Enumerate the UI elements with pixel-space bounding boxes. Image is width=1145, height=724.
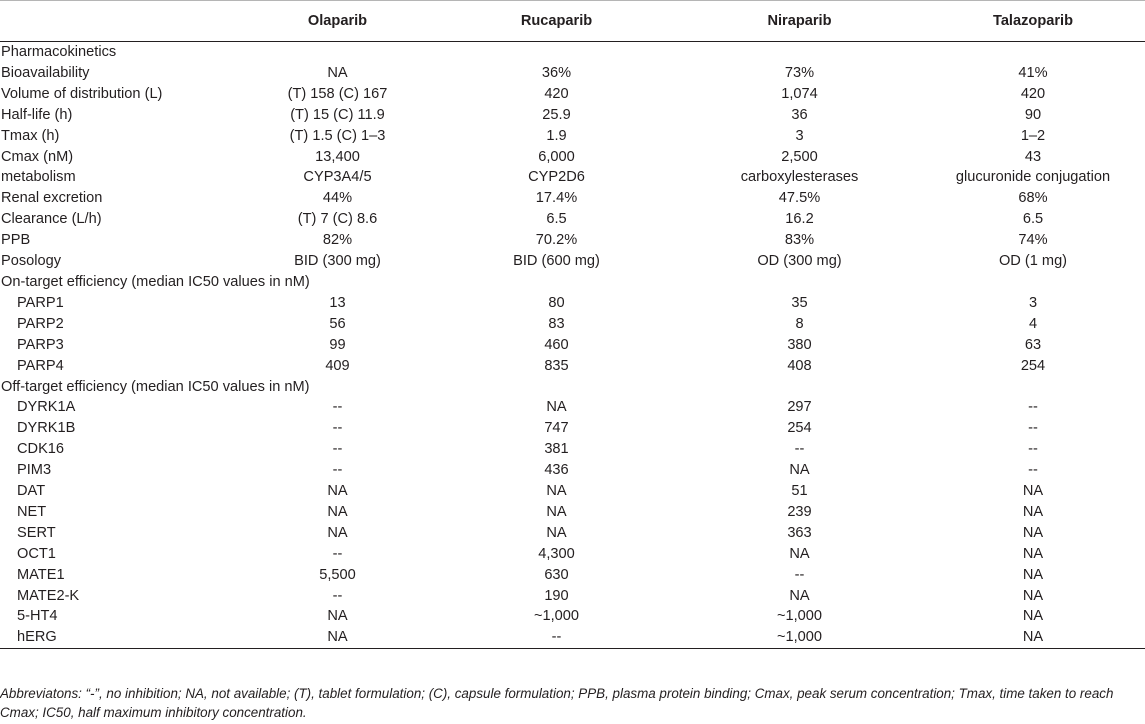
value-cell: NA — [546, 399, 567, 416]
value-cell: 297 — [787, 399, 812, 416]
value-cell: NA — [1022, 524, 1044, 541]
value-cell: 8 — [795, 315, 804, 332]
table-row — [0, 105, 1145, 126]
value-cell: ~1,000 — [533, 608, 580, 625]
value-cell: 6,000 — [538, 148, 575, 165]
table-row — [0, 147, 1145, 168]
value-cell: 51 — [791, 483, 808, 500]
table-footnote: Abbreviatons: “-”, no inhibition; NA, not available; (T), tablet formulation; (C), capsule formulation; PPB, plasma protein binding; Cmax, peak serum concentration; Tmax, time taken to reach Cmax; IC50, half maximum inhibitory concentration. — [0, 686, 1114, 720]
value-cell: 363 — [787, 524, 812, 541]
value-cell: 43 — [1024, 148, 1042, 165]
value-cell: 36 — [791, 106, 808, 123]
value-cell: 44% — [322, 190, 353, 207]
value-cell: 63 — [1024, 336, 1042, 353]
value-cell: 1–2 — [1020, 127, 1046, 144]
value-cell: -- — [1028, 399, 1038, 416]
value-cell: 6.5 — [1022, 211, 1044, 228]
value-cell: NA — [546, 524, 567, 541]
row-label: PARP2 — [17, 315, 64, 332]
value-cell: NA — [327, 524, 348, 541]
table-body — [0, 42, 1145, 649]
value-cell: 25.9 — [542, 106, 571, 123]
value-cell: 13,400 — [315, 148, 360, 165]
value-cell: 2,500 — [781, 148, 818, 165]
value-cell: 3 — [1028, 294, 1038, 311]
header-cell-talazoparib: Talazoparib — [921, 1, 1145, 42]
table-row — [0, 63, 1145, 84]
value-cell: NA — [546, 483, 567, 500]
header-cell-niraparib: Niraparib — [678, 1, 921, 42]
row-label: SERT — [17, 524, 56, 541]
table-row — [0, 523, 1145, 544]
table-row — [0, 230, 1145, 251]
row-label: PARP4 — [17, 357, 64, 374]
value-cell: 1,074 — [781, 85, 818, 102]
value-cell: 630 — [544, 566, 569, 583]
table-row — [0, 439, 1145, 460]
value-cell: NA — [1022, 483, 1044, 500]
table-row — [0, 293, 1145, 314]
value-cell: glucuronide conjugation — [955, 169, 1111, 186]
value-cell: -- — [332, 420, 343, 437]
value-cell: -- — [332, 462, 343, 479]
value-cell: 190 — [544, 587, 569, 604]
value-cell: NA — [789, 545, 810, 562]
value-cell: NA — [1022, 566, 1044, 583]
row-label: DYRK1B — [17, 420, 76, 437]
value-cell: 420 — [544, 85, 569, 102]
value-cell: NA — [789, 587, 810, 604]
value-cell: -- — [1028, 462, 1038, 479]
row-label: Clearance (L/h) — [1, 211, 102, 228]
row-label: PPB — [1, 232, 31, 249]
table-row — [0, 502, 1145, 523]
value-cell: OD (300 mg) — [757, 253, 842, 270]
value-cell: 47.5% — [778, 190, 821, 207]
value-cell: 73% — [784, 64, 815, 81]
value-cell: -- — [794, 441, 805, 458]
section-header-row — [0, 42, 1145, 63]
value-cell: OD (1 mg) — [998, 253, 1068, 270]
row-label: Posology — [1, 253, 62, 270]
value-cell: NA — [1022, 545, 1044, 562]
value-cell: 82% — [322, 232, 353, 249]
value-cell: 254 — [1020, 357, 1046, 374]
table-row — [0, 481, 1145, 502]
value-cell: (T) 1.5 (C) 1–3 — [289, 127, 386, 144]
value-cell: (T) 7 (C) 8.6 — [297, 211, 378, 228]
row-label: Renal excretion — [1, 190, 103, 207]
value-cell: NA — [327, 483, 348, 500]
table-row — [0, 167, 1145, 188]
value-cell: (T) 15 (C) 11.9 — [290, 106, 385, 123]
value-cell: 70.2% — [535, 232, 578, 249]
value-cell: 835 — [544, 357, 569, 374]
table-row — [0, 314, 1145, 335]
value-cell: 436 — [544, 462, 569, 479]
value-cell: 5,500 — [319, 566, 356, 583]
table-row — [0, 565, 1145, 586]
row-label: Cmax (nM) — [1, 148, 74, 165]
value-cell: 41% — [1018, 64, 1048, 81]
value-cell: 68% — [1018, 190, 1048, 207]
value-cell: 16.2 — [785, 211, 814, 228]
value-cell: 74% — [1018, 232, 1048, 249]
table-row — [0, 397, 1145, 418]
value-cell: NA — [1022, 608, 1044, 625]
table-row — [0, 188, 1145, 209]
value-cell: NA — [327, 64, 348, 81]
value-cell: ~1,000 — [678, 627, 921, 648]
value-cell: 35 — [791, 294, 808, 311]
value-cell: NA — [1022, 503, 1044, 520]
table-row — [0, 544, 1145, 565]
header-row — [0, 1, 1145, 42]
value-cell: -- — [332, 441, 343, 458]
row-label: Volume of distribution (L) — [1, 85, 163, 102]
value-cell: -- — [1028, 420, 1038, 437]
table-row — [0, 251, 1145, 272]
value-cell: 381 — [544, 441, 569, 458]
value-cell: NA — [546, 503, 567, 520]
value-cell: -- — [332, 587, 343, 604]
value-cell: 420 — [1020, 85, 1046, 102]
row-label: DYRK1A — [17, 399, 76, 416]
table-row — [0, 209, 1145, 230]
table-row — [0, 84, 1145, 105]
value-cell: NA — [789, 462, 810, 479]
value-cell: NA — [1022, 587, 1044, 604]
value-cell: -- — [1028, 441, 1038, 458]
row-label: Tmax (h) — [1, 127, 60, 144]
value-cell: 56 — [329, 315, 346, 332]
value-cell: 747 — [544, 420, 569, 437]
value-cell: 4,300 — [538, 545, 575, 562]
table-row — [0, 606, 1145, 627]
row-label: PIM3 — [17, 462, 52, 479]
value-cell: BID (600 mg) — [513, 253, 600, 270]
value-cell: 1.9 — [546, 127, 567, 144]
row-label: OCT1 — [17, 545, 56, 562]
value-cell: 6.5 — [546, 211, 567, 228]
section-header-row — [0, 377, 1145, 398]
table-row — [0, 335, 1145, 356]
table-row — [0, 126, 1145, 147]
table-row — [0, 586, 1145, 607]
value-cell: NA — [327, 503, 348, 520]
value-cell: 80 — [548, 294, 565, 311]
value-cell: 254 — [787, 420, 812, 437]
section-title: On-target efficiency (median IC50 values in nM) — [1, 273, 310, 290]
value-cell: 4 — [1028, 315, 1038, 332]
value-cell: 90 — [1024, 106, 1042, 123]
row-label: PARP1 — [17, 294, 64, 311]
header-cell-rucaparib: Rucaparib — [435, 1, 678, 42]
row-label: metabolism — [1, 169, 76, 186]
row-label: MATE1 — [17, 566, 65, 583]
value-cell: CYP3A4/5 — [303, 169, 372, 186]
value-cell: NA — [921, 627, 1145, 648]
header-cell-olaparib: Olaparib — [240, 1, 435, 42]
section-title: Pharmacokinetics — [1, 44, 117, 60]
row-label: hERG — [0, 627, 240, 648]
value-cell: 99 — [329, 336, 346, 353]
value-cell: -- — [332, 399, 343, 416]
section-header-row — [0, 272, 1145, 293]
value-cell: 3 — [795, 127, 804, 144]
value-cell: 83% — [784, 232, 815, 249]
value-cell: 380 — [787, 336, 812, 353]
row-label: MATE2-K — [17, 587, 80, 604]
value-cell: NA — [240, 627, 435, 648]
value-cell: 239 — [787, 503, 812, 520]
value-cell: 13 — [329, 294, 346, 311]
row-label: Half-life (h) — [1, 106, 73, 123]
row-label: DAT — [17, 483, 46, 500]
value-cell: NA — [327, 608, 348, 625]
value-cell: -- — [332, 545, 343, 562]
value-cell: carboxylesterases — [740, 169, 859, 186]
value-cell: -- — [794, 566, 805, 583]
value-cell: CYP2D6 — [528, 169, 585, 186]
row-label: CDK16 — [17, 441, 65, 458]
value-cell: 36% — [541, 64, 572, 81]
table-row — [0, 418, 1145, 439]
value-cell: 409 — [325, 357, 350, 374]
value-cell: 17.4% — [535, 190, 578, 207]
value-cell: -- — [435, 627, 678, 648]
row-label: PARP3 — [17, 336, 64, 353]
value-cell: 408 — [787, 357, 812, 374]
value-cell: 83 — [548, 315, 565, 332]
value-cell: (T) 158 (C) 167 — [287, 85, 388, 102]
row-label: Bioavailability — [1, 64, 90, 81]
value-cell: ~1,000 — [776, 608, 823, 625]
row-label: 5-HT4 — [17, 608, 58, 625]
table-row — [0, 356, 1145, 377]
value-cell: 460 — [544, 336, 569, 353]
table-row — [0, 460, 1145, 481]
header-cell — [0, 1, 240, 42]
row-label: NET — [17, 503, 47, 520]
value-cell: BID (300 mg) — [294, 253, 381, 270]
section-title: Off-target efficiency (median IC50 values in nM) — [1, 378, 310, 395]
table-row — [0, 627, 1145, 648]
